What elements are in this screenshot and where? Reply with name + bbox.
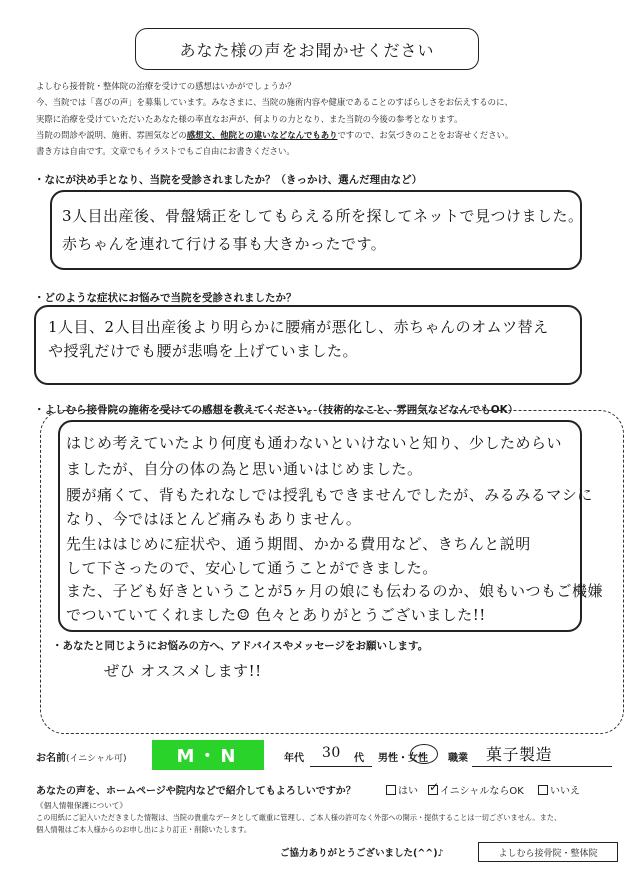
intro-line: 実際に治療を受けていただいたあなた様の率直なお声が、何よりの力となり、また当院の今後の参考となります。 [36, 113, 463, 124]
privacy-text: この用紙にご記入いただきました情報は、当院の貴重なデータとして厳重に管理し、ご本人様の許可なく外部への開示・提供することは一切ございません。また、 [36, 813, 562, 822]
permission-question: あなたの声を、ホームページや院内などで紹介してもよろしいですか？ [36, 786, 356, 797]
age-suffix: 代 [354, 753, 364, 764]
clinic-name: よしむら接骨院・整体院 [478, 842, 618, 862]
answer-impressions-line: ましたが、自分の体の為と思い通いはじめました。 [66, 460, 423, 478]
intro-line: 今、当院では「喜びの声」を募集しています。みなさまに、当院の施術内容や健康であることのすばらしさをお伝えするのに、 [36, 97, 513, 108]
checkbox-no[interactable] [538, 785, 548, 795]
name-label [36, 749, 126, 764]
age-label: 年代 [284, 753, 304, 764]
privacy-heading: 《個人情報保護について》 [36, 801, 127, 810]
intro-line [36, 127, 626, 143]
answer-impressions-line: なり、今ではほとんど痛みもありません。 [66, 510, 362, 528]
answer-impressions-line: 先生ははじめに症状や、通う期間、かかる費用など、きちんと説明 [66, 535, 531, 553]
answer-impressions-line: して下さったので、安心して通うことができました。 [66, 559, 438, 577]
answer-symptoms-line: や授乳だけでも腰が悲鳴を上げていました。 [48, 342, 359, 360]
answer-message: ぜひ オススメします!! [104, 662, 262, 680]
gender-label: 男性・女性 [378, 753, 428, 764]
answer-impressions-line: はじめ考えていたより何度も通わないといけないと知り、少しためらい [66, 434, 563, 452]
checkbox-yes[interactable] [386, 785, 396, 795]
name-label-note: (イニシャル可) [66, 754, 127, 764]
question-impressions: ・よしむら接骨院の施術を受けての感想を教えてください。（技術的なこと、雰囲気などなんでもOK） [34, 404, 519, 416]
thanks-message: ご協力ありがとうございました(^^)♪ [280, 848, 444, 859]
question-symptoms: ・どのような症状にお悩みで当院を受診されましたか？ [34, 292, 297, 304]
answer-impressions-line: 腰が痛くて、背もたれなしでは授乳もできませんでしたが、みるみるマシに [66, 486, 593, 504]
answer-impressions-line: また、子ども好きということが5ヶ月の娘にも伝わるのか、娘もいつもご機嫌 [66, 582, 604, 600]
page-title: あなた様の声をお聞かせください [135, 28, 479, 70]
option-initial-label: イニシャルならOK [440, 786, 524, 797]
job-label: 職業 [448, 753, 468, 764]
intro-emphasis: 感想文、他院との違いなどなんでもあり [186, 129, 338, 140]
option-yes-label: はい [398, 786, 418, 797]
question-message: ・あなたと同じようにお悩みの方へ、アドバイスやメッセージをお願いします。 [52, 640, 429, 652]
intro-text-part: ですので、お気づきのことをお寄せください。 [337, 129, 514, 140]
answer-reason-line: 赤ちゃんを連れて行ける事も大きかったです。 [62, 235, 387, 253]
checkbox-initial[interactable] [428, 785, 438, 795]
option-no-label: いいえ [550, 786, 580, 797]
answer-symptoms-line: 1人目、2人目出産後より明らかに腰痛が悪化し、赤ちゃんのオムツ替え [48, 318, 549, 336]
answer-reason-line: 3人目出産後、骨盤矯正をしてもらえる所を探してネットで見つけました。 [62, 207, 584, 225]
answer-box-reason [50, 190, 582, 270]
privacy-text: 個人情報はご本人様からのお申し出により訂正・削除いたします。 [36, 825, 252, 834]
intro-text-part: 当院の問診や説明、施術、雰囲気などの [36, 129, 187, 140]
intro-line: 書き方は自由です。文章でもイラストでもご自由にお書きください。 [36, 146, 295, 157]
job-value: 菓子製造 [486, 745, 553, 764]
age-value: 30 [322, 745, 341, 761]
option-initial [428, 782, 524, 797]
name-value: M・N [152, 740, 264, 770]
intro-line: よしむら接骨院・整体院の治療を受けての感想はいかがでしょうか？ [36, 81, 296, 91]
answer-impressions-line: でついていてくれました☺ 色々とありがとうございました!! [66, 606, 486, 624]
option-no [538, 782, 580, 797]
intro-text [36, 78, 626, 159]
name-label-text: お名前 [36, 753, 66, 764]
question-reason: ・なにが決め手となり、当院を受診されましたか？（きっかけ、選んだ理由など） [34, 174, 423, 186]
gender-circle-mark [410, 744, 438, 764]
option-yes [386, 782, 418, 797]
